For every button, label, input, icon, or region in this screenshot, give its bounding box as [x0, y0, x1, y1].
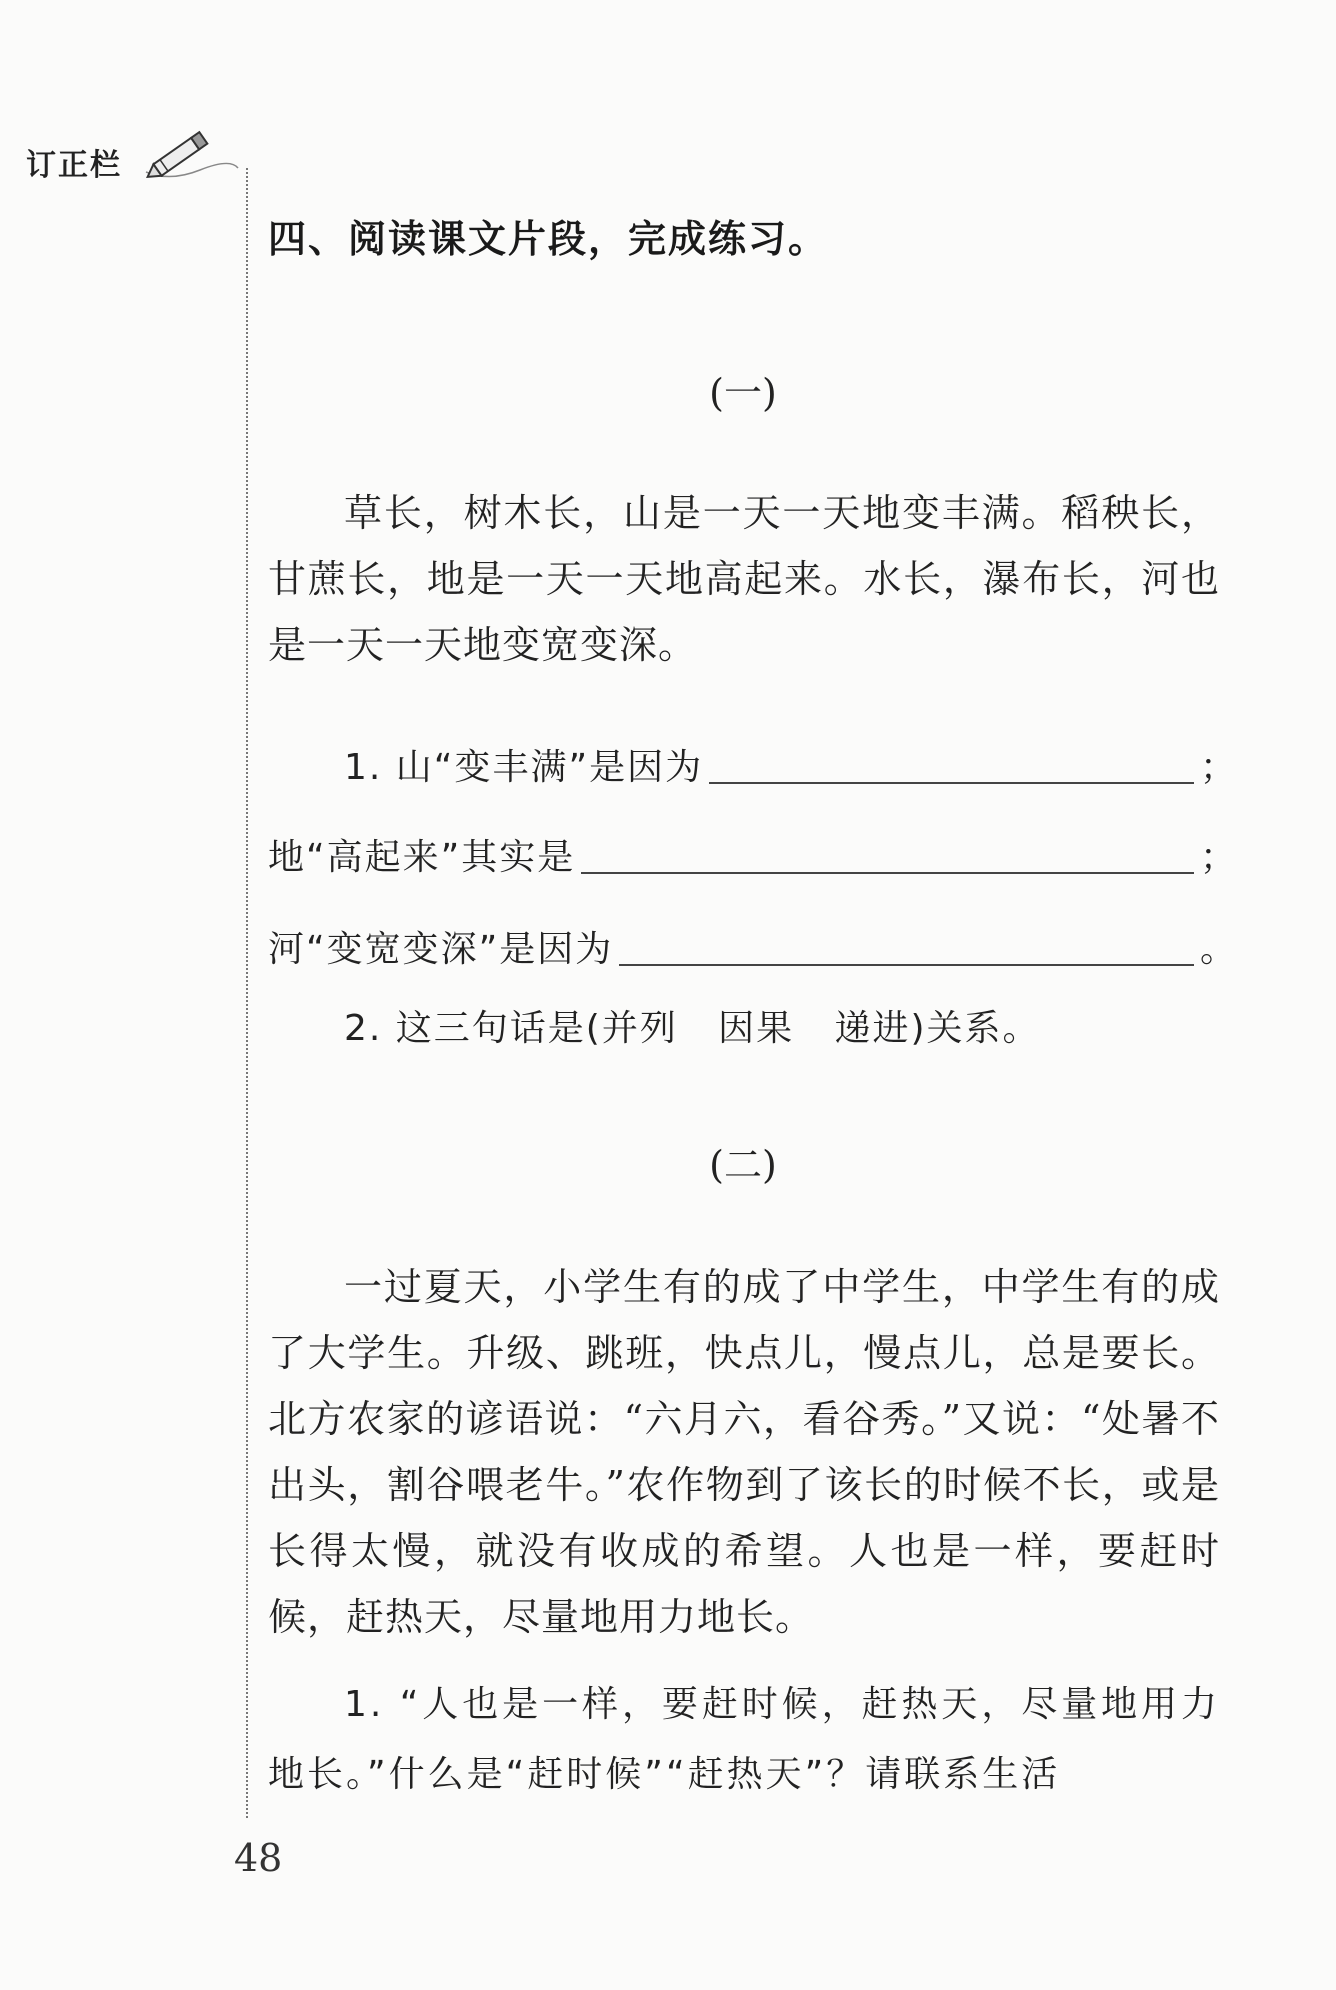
q1-line3-prefix: 河“变宽变深”是因为 [268, 929, 614, 970]
q1-line1-prefix: 1. 山“变丰满”是因为 [344, 747, 704, 788]
correction-column-label: 订正栏 [26, 148, 122, 183]
part2-q1: 1. “人也是一样，要赶时候，赶热天，尽量地用力地长。”什么是“赶时候”“赶热天”？请联系生活 [268, 1684, 1220, 1795]
part2-heading: (二) [709, 1143, 777, 1187]
answer-blank-3[interactable] [619, 964, 1194, 966]
part1-q1-line1 [268, 740, 1239, 790]
pencil-icon [140, 124, 240, 184]
part1-passage: 草长，树木长，山是一天一天地变丰满。稻秧长，甘蔗长，地是一天一天地高起来。水长，瀑布长，河也是一天一天地变宽变深。 [268, 491, 1220, 667]
page-number: 48 [234, 1836, 283, 1880]
q1-line2-end: ； [1200, 837, 1239, 878]
part1-q1-line2 [268, 830, 1239, 880]
q1-line3-end: 。 [1200, 929, 1239, 970]
part2-passage: 一过夏天，小学生有的成了中学生，中学生有的成了大学生。升级、跳班，快点儿，慢点儿，总是要长。北方农家的谚语说：“六月六，看谷秀。”又说：“处暑不出头，割谷喂老牛。”农作物到了该长的时候不长，或是长得太慢，就没有收成的希望。人也是一样，要赶时候，赶热天，尽量地用力地长。 [268, 1265, 1220, 1639]
answer-blank-2[interactable] [581, 872, 1194, 874]
part1-heading: (一) [709, 371, 777, 415]
part1-q1-line3 [268, 922, 1239, 972]
answer-blank-1[interactable] [709, 782, 1194, 784]
q1-line2-prefix: 地“高起来”其实是 [268, 837, 576, 878]
part1-q2[interactable]: 2. 这三句话是(并列 因果 递进)关系。 [344, 1008, 1041, 1049]
q1-line1-end: ； [1200, 747, 1239, 788]
margin-divider [246, 168, 248, 1818]
section-title: 四、阅读课文片段，完成练习。 [268, 217, 829, 261]
